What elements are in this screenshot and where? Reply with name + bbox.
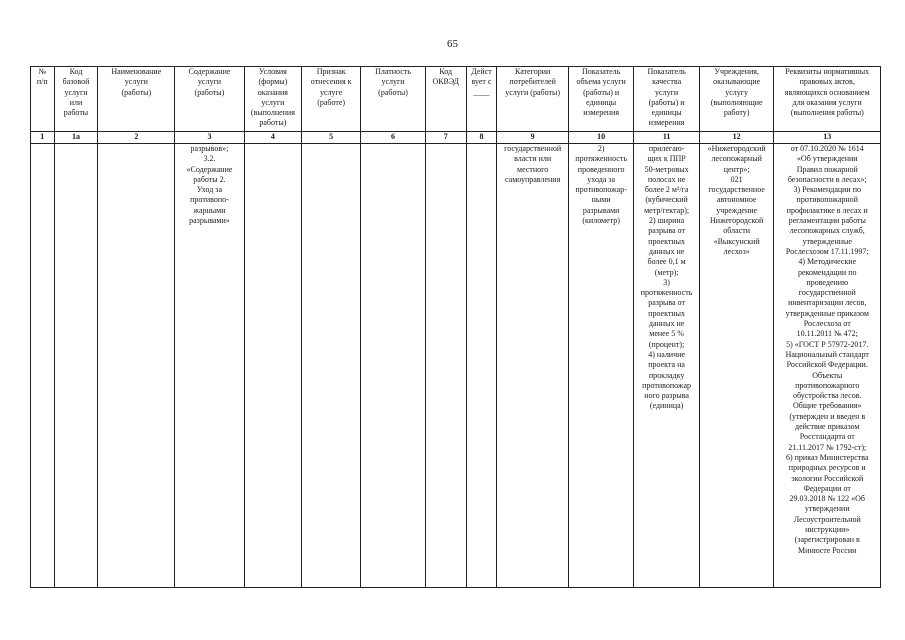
col-number: 11 <box>634 132 699 144</box>
services-registry-table <box>30 66 881 588</box>
cell-number <box>31 144 55 588</box>
col-header-quality-indicator: Показатель качества услуги (работы) и единицы измерения <box>634 67 699 132</box>
col-number: 8 <box>466 132 497 144</box>
col-header-institutions: Учреждения, оказывающие услугу (выполняющие работу) <box>699 67 774 132</box>
col-header-payment: Платность услуги (работы) <box>361 67 425 132</box>
table-row <box>31 144 881 588</box>
col-number: 7 <box>425 132 466 144</box>
cell-volume-indicator: 2) протяженность проведенного ухода за противопожар- ными разрывами (километр) <box>568 144 633 588</box>
header-row <box>31 67 881 132</box>
cell-service-content: разрывов»; 3.2. «Содержание работы 2. Уход за противопо- жарными разрывами» <box>175 144 245 588</box>
col-number: 6 <box>361 132 425 144</box>
col-number: 1а <box>54 132 98 144</box>
cell-consumers: государственной власти или местного самоуправления <box>497 144 569 588</box>
col-header-service-name: Наименование услуги (работы) <box>98 67 175 132</box>
col-header-consumers: Категории потребителей услуги (работы) <box>497 67 569 132</box>
cell-quality-indicator: прилегаю- щих к ППР 50-метровых полосах не более 2 м³/га (кубический метр/гектар); 2) ширина разрыва от проектных данных не более 0,1 м (метр); 3) протяженность разрыва от проектных данных не менее 5 % (процент); 4) наличие проекта на прокладку противопожар ного разрыва (единица) <box>634 144 699 588</box>
cell-service-name <box>98 144 175 588</box>
cell-base-code <box>54 144 98 588</box>
cell-conditions <box>244 144 301 588</box>
col-number: 4 <box>244 132 301 144</box>
col-header-base-code: Код базовой услуги или работы <box>54 67 98 132</box>
col-header-okved: Код ОКВЭД <box>425 67 466 132</box>
col-number: 1 <box>31 132 55 144</box>
col-number: 10 <box>568 132 633 144</box>
col-header-conditions: Условия (формы) оказания услуги (выполнения работы) <box>244 67 301 132</box>
col-header-volume-indicator: Показатель объема услуги (работы) и единицы измерения <box>568 67 633 132</box>
col-number: 12 <box>699 132 774 144</box>
cell-valid-from <box>466 144 497 588</box>
col-header-valid-from: Дейст вует с ____ <box>466 67 497 132</box>
col-number: 3 <box>175 132 245 144</box>
cell-institutions: «Нижегородский лесопожарный центр»; 021 государственное автономное учреждение Нижегородской области «Выксунский лесхоз» <box>699 144 774 588</box>
cell-legal-acts: от 07.10.2020 № 1614 «Об утверждении Правил пожарной безопасности в лесах»; 3) Рекомендации по противопожарной профилактике в лесах и регламентации работы лесопожарных служб, утвержденные Рослесхозом 17.11.1997; 4) Методические рекомендации по проведению государственной инвентаризации лесов, утвержденные приказом Рослесхоза от 10.11.2011 № 472; 5) «ГОСТ Р 57972-2017. Национальный стандарт Российской Федерации. Объекты противопожарного обустройства лесов. Общие требования» (утвержден и введен в действие приказом Росстандарта от 21.11.2017 № 1792-ст); 6) приказ Министерства природных ресурсов и экологии Российской Федерации от 29.03.2018 № 122 «Об утверждении Лесоустроительной инструкции» (зарегистрирован в Минюсте России <box>774 144 881 588</box>
col-header-legal-acts: Реквизиты нормативных правовых актов, являющихся основанием для оказания услуги (выполнения работы) <box>774 67 881 132</box>
col-header-attribution: Признак отнесения к услуге (работе) <box>302 67 361 132</box>
col-number: 13 <box>774 132 881 144</box>
col-number: 9 <box>497 132 569 144</box>
col-header-service-content: Содержание услуги (работы) <box>175 67 245 132</box>
cell-payment <box>361 144 425 588</box>
col-number: 2 <box>98 132 175 144</box>
column-number-row <box>31 132 881 144</box>
cell-okved <box>425 144 466 588</box>
col-header-number: № п/п <box>31 67 55 132</box>
page-number: 65 <box>447 38 458 50</box>
col-number: 5 <box>302 132 361 144</box>
cell-attribution <box>302 144 361 588</box>
